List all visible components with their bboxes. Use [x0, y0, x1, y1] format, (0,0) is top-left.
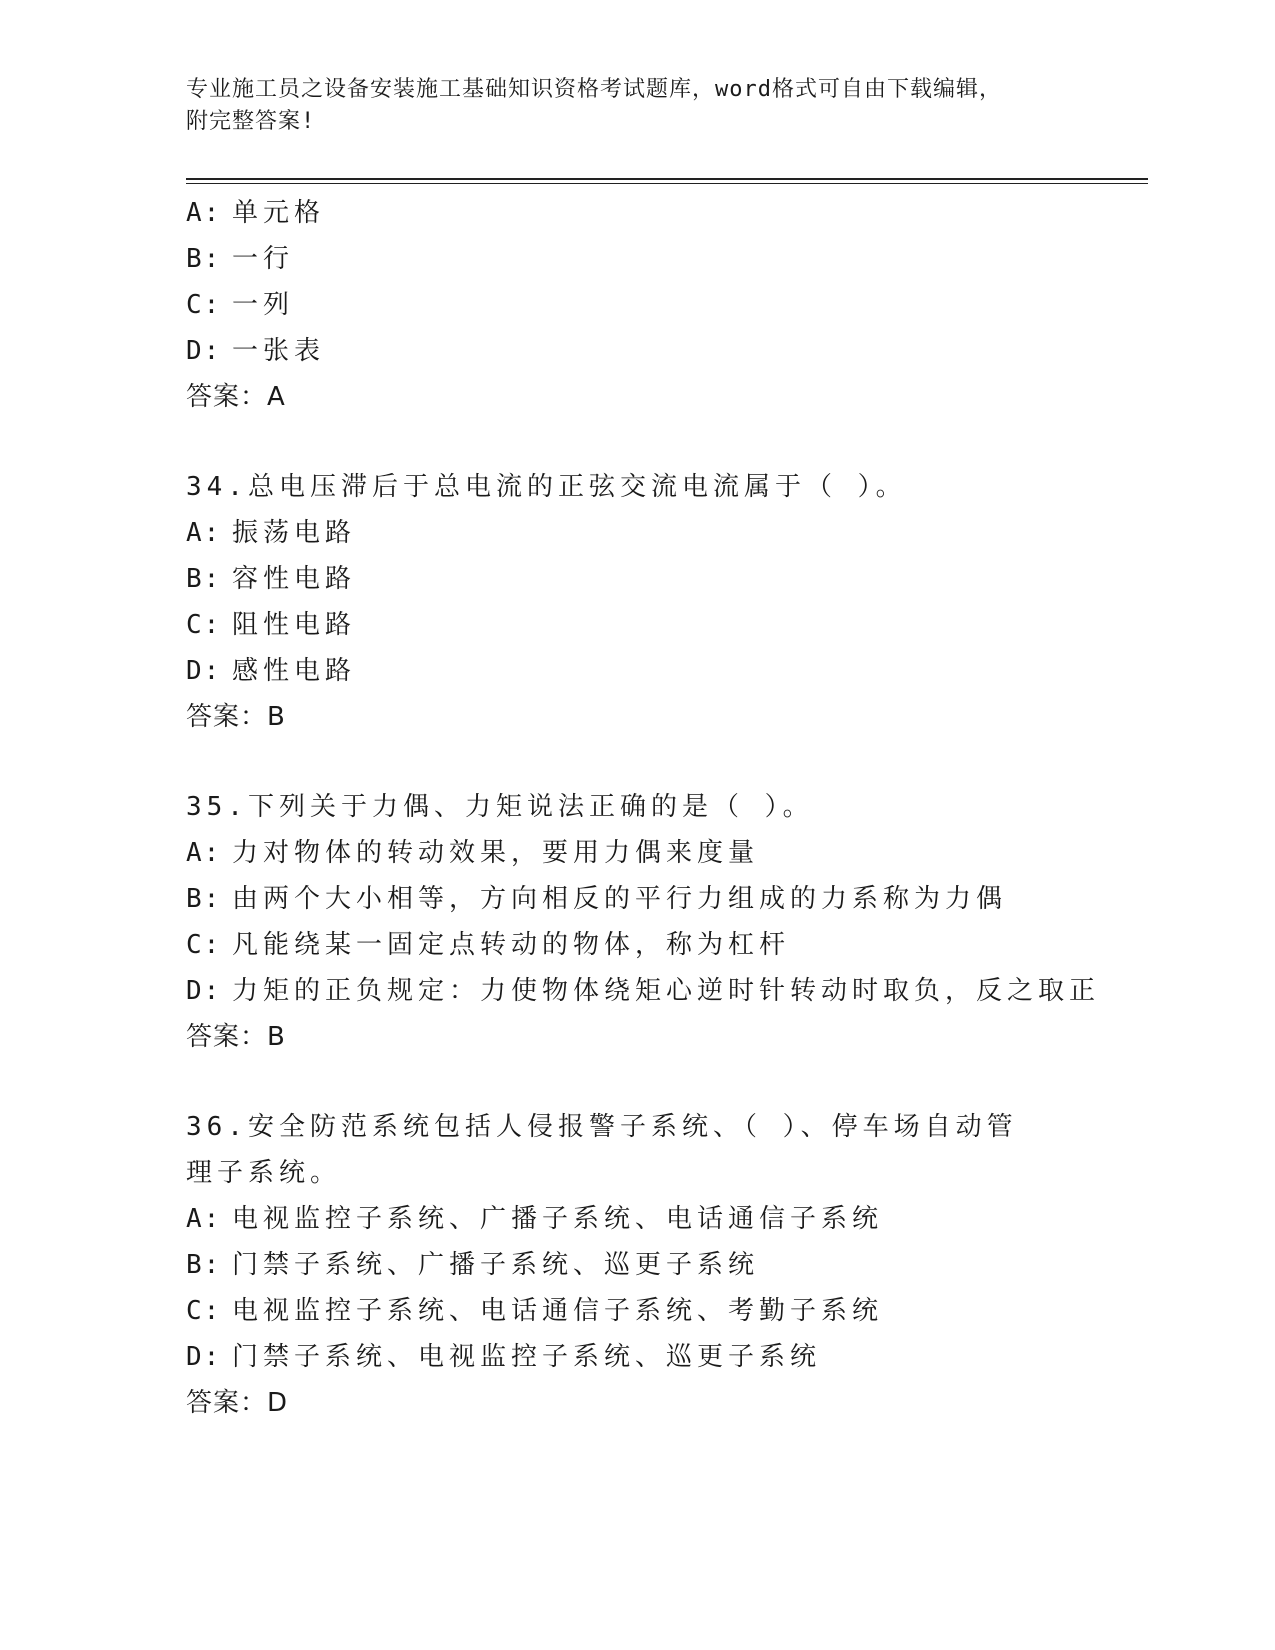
question-stem: 36.安全防范系统包括人侵报警子系统、（ ）、停车场自动管理子系统。	[186, 1112, 1018, 1188]
option-c: C: 电视监控子系统、电话通信子系统、考勤子系统	[186, 1296, 884, 1326]
question-stem: 34.总电压滞后于总电流的正弦交流电流属于（ ）。	[186, 472, 907, 502]
option-a: A: 单元格	[186, 198, 326, 228]
question-block-35	[186, 784, 1106, 1060]
answer-line: 答案：B	[186, 702, 286, 732]
option-c: C: 凡能绕某一固定点转动的物体，称为杠杆	[186, 930, 791, 960]
option-b: B: 一行	[186, 244, 295, 274]
question-block-36	[186, 1104, 1106, 1426]
option-d: D: 力矩的正负规定：力使物体绕矩心逆时针转动时取负，反之取正	[186, 976, 1101, 1006]
header-divider-thick	[186, 178, 1148, 180]
header-divider-thin	[186, 183, 1148, 184]
option-b: B: 容性电路	[186, 564, 357, 594]
option-d: D: 一张表	[186, 336, 326, 366]
option-d: D: 门禁子系统、电视监控子系统、巡更子系统	[186, 1342, 822, 1372]
header-line-1: 专业施工员之设备安装施工基础知识资格考试题库，word格式可自由下载编辑，	[186, 77, 1002, 102]
answer-line: 答案：D	[186, 1388, 289, 1418]
option-d: D: 感性电路	[186, 656, 357, 686]
option-c: C: 阻性电路	[186, 610, 357, 640]
option-a: A: 振荡电路	[186, 518, 357, 548]
option-c: C: 一列	[186, 290, 295, 320]
question-list	[186, 190, 1106, 1426]
option-a: A: 力对物体的转动效果，要用力偶来度量	[186, 838, 760, 868]
question-block-33	[186, 190, 1106, 420]
option-b: B: 门禁子系统、广播子系统、巡更子系统	[186, 1250, 760, 1280]
question-block-34	[186, 464, 1106, 740]
document-header	[186, 74, 1066, 138]
answer-line: 答案：A	[186, 382, 286, 412]
question-stem: 35.下列关于力偶、力矩说法正确的是（ ）。	[186, 792, 814, 822]
option-a: A: 电视监控子系统、广播子系统、电话通信子系统	[186, 1204, 884, 1234]
header-line-2: 附完整答案!	[186, 109, 316, 134]
answer-line: 答案：B	[186, 1022, 286, 1052]
option-b: B: 由两个大小相等，方向相反的平行力组成的力系称为力偶	[186, 884, 1008, 914]
